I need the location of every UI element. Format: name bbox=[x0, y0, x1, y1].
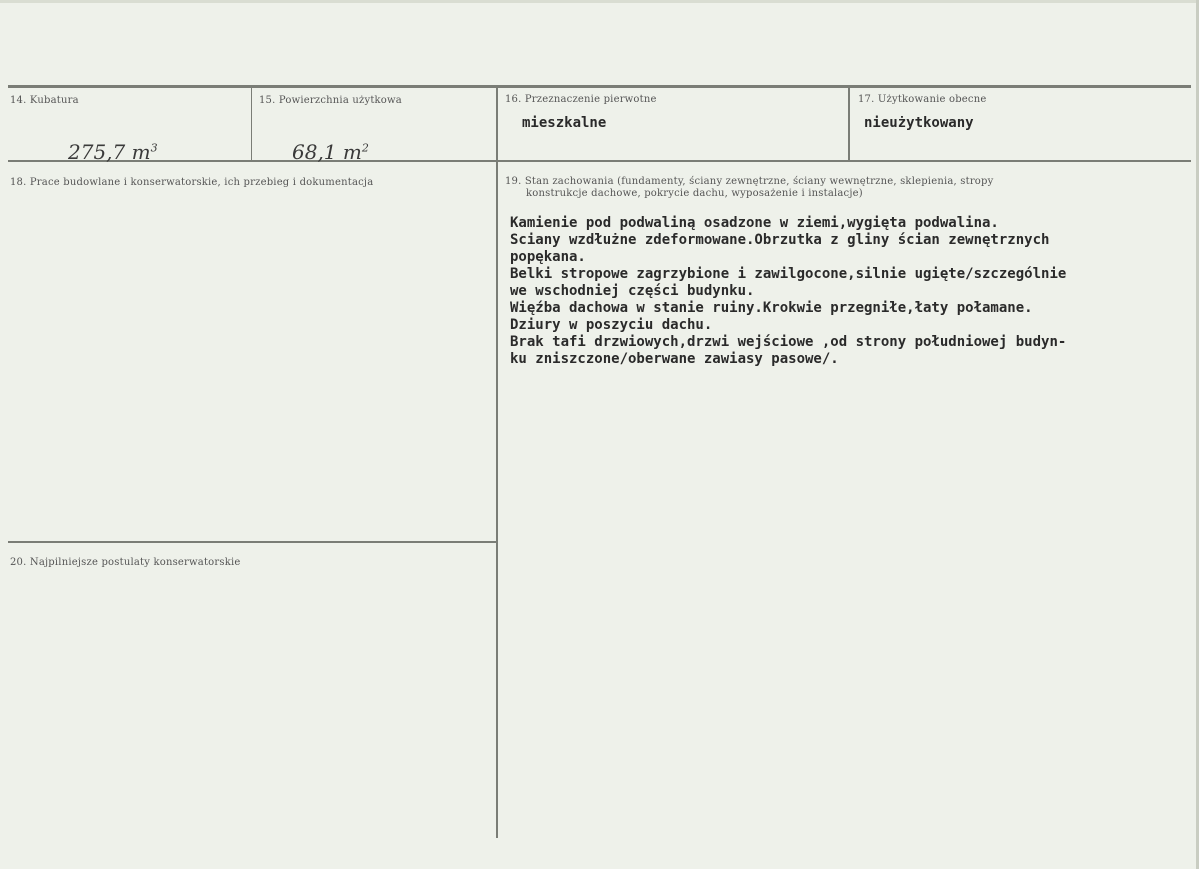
field-17-value: nieużytkowany bbox=[864, 115, 974, 131]
field-19-line: Belki stropowe zagrzybione i zawilgocone,silnie ugięte/szczególnie bbox=[510, 266, 1067, 282]
field-14-label: 14. Kubatura bbox=[10, 95, 79, 106]
card-top-edge bbox=[0, 0, 1199, 3]
field-14-value-text: 275,7 m bbox=[68, 140, 151, 164]
field-16-value: mieszkalne bbox=[522, 115, 607, 131]
field-19-label-line1: 19. Stan zachowania (fundamenty, ściany zewnętrzne, ściany wewnętrzne, sklepienia, stropy bbox=[505, 176, 994, 187]
col-divider-main bbox=[496, 88, 498, 838]
col-divider-14-15 bbox=[251, 88, 252, 161]
col-divider-16-17 bbox=[848, 88, 850, 161]
field-19-line: popękana. bbox=[510, 249, 586, 265]
field-19-text bbox=[510, 215, 1190, 368]
field-19-line: Więźba dachowa w stanie ruiny.Krokwie przegniłe,łaty połamane. bbox=[510, 300, 1033, 316]
field-19-label-line2: konstrukcje dachowe, pokrycie dachu, wyposażenie i instalacje) bbox=[526, 188, 863, 199]
field-19-line: Dziury w poszyciu dachu. bbox=[510, 317, 713, 333]
field-19-line: ku zniszczone/oberwane zawiasy pasowe/. bbox=[510, 351, 839, 367]
field-14-unit-sup: 3 bbox=[150, 141, 158, 155]
section20-top-rule bbox=[8, 541, 496, 543]
field-14-value bbox=[68, 140, 158, 164]
field-15-value bbox=[292, 140, 369, 164]
field-19-line: Brak tafi drzwiowych,drzwi wejściowe ,od strony południowej budyn- bbox=[510, 334, 1067, 350]
field-15-unit-sup: 2 bbox=[361, 141, 369, 155]
field-17-label: 17. Użytkowanie obecne bbox=[858, 94, 987, 105]
row1-bottom-rule bbox=[8, 160, 1191, 162]
field-19-line: Sciany wzdłużne zdeformowane.Obrzutka z gliny ścian zewnętrznych bbox=[510, 232, 1050, 248]
field-20-label: 20. Najpilniejsze postulaty konserwatorskie bbox=[10, 557, 241, 568]
field-15-value-text: 68,1 m bbox=[292, 140, 362, 164]
field-19-line: Kamienie pod podwaliną osadzone w ziemi,wygięta podwalina. bbox=[510, 215, 999, 231]
field-15-label: 15. Powierzchnia użytkowa bbox=[259, 95, 402, 106]
field-18-label: 18. Prace budowlane i konserwatorskie, ich przebieg i dokumentacja bbox=[10, 177, 374, 188]
top-rule bbox=[8, 85, 1191, 88]
field-19-line: we wschodniej części budynku. bbox=[510, 283, 755, 299]
field-16-label: 16. Przeznaczenie pierwotne bbox=[505, 94, 657, 105]
